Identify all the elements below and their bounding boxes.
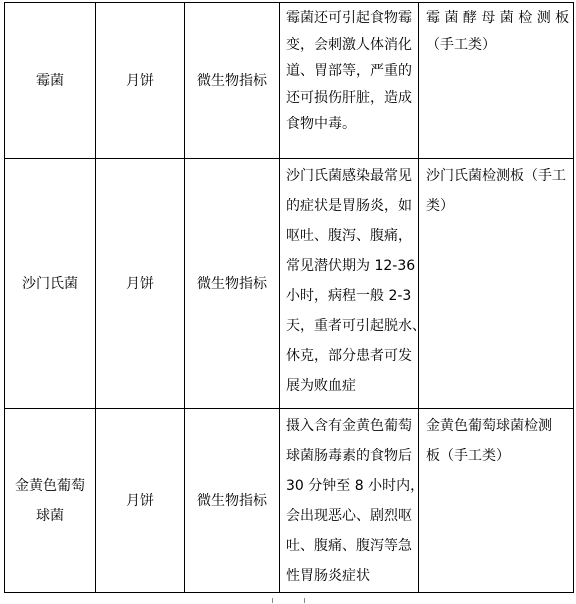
hazard-line: 呕吐、腹泻、腹痛， bbox=[286, 228, 412, 244]
hazard-line: 性胃肠炎症状 bbox=[286, 568, 370, 584]
hazard-line: 变，会刺激人体消化 bbox=[286, 36, 412, 53]
hazard-line: 食物中毒。 bbox=[286, 116, 356, 132]
hazard-line: 展为败血症 bbox=[286, 378, 356, 394]
product-name: 月饼 bbox=[126, 72, 154, 89]
hazard-line: 吐、腹痛、腹泻等急 bbox=[286, 538, 412, 554]
hazard-line: 30 分钟至 8 小时内， bbox=[286, 478, 425, 494]
method-line: 类） bbox=[426, 198, 454, 214]
hazard-line: 天，重者可引起脱水、 bbox=[286, 318, 426, 334]
hazard-line: 休克，部分患者可发 bbox=[286, 348, 412, 364]
product-name: 月饼 bbox=[126, 492, 154, 509]
product-name: 月饼 bbox=[126, 275, 154, 292]
hazard-line: 小时，病程一般 2-3 bbox=[286, 288, 412, 304]
method-line: 板（手工类） bbox=[426, 448, 510, 464]
hazard-line: 常见潜伏期为 12-36 bbox=[286, 258, 416, 274]
hazard-description bbox=[286, 411, 424, 591]
organism-name: 沙门氏菌 bbox=[22, 275, 78, 292]
hazard-line: 会出现恶心、剧烈呕 bbox=[286, 508, 412, 524]
category-cell bbox=[185, 409, 279, 592]
table-row bbox=[5, 159, 95, 408]
table-row bbox=[5, 409, 95, 592]
organism-name: 霉菌 bbox=[36, 72, 64, 89]
hazard-line: 球菌肠毒素的食物后 bbox=[286, 448, 412, 464]
hazard-line: 的症状是胃肠炎，如 bbox=[286, 198, 412, 214]
detection-method bbox=[426, 161, 566, 221]
method-line: （手工类） bbox=[426, 36, 496, 53]
indicator-category: 微生物指标 bbox=[197, 275, 267, 292]
product-cell bbox=[96, 3, 184, 158]
detection-method bbox=[426, 5, 569, 58]
organism-name: 金黄色葡萄 bbox=[15, 477, 85, 494]
detection-method bbox=[426, 411, 552, 471]
organism-name: 球菌 bbox=[36, 507, 64, 524]
hazard-description bbox=[286, 161, 426, 401]
hazard-line: 霉菌还可引起食物霉 bbox=[286, 10, 412, 26]
hazard-description bbox=[286, 5, 412, 138]
page-mark bbox=[272, 598, 273, 603]
method-line: 金黄色葡萄球菌检测 bbox=[426, 418, 552, 434]
column-divider-3 bbox=[279, 2, 280, 593]
hazard-line: 摄入含有金黄色葡萄 bbox=[286, 418, 412, 434]
hazard-line: 道、胃部等，严重的 bbox=[286, 63, 412, 79]
category-cell bbox=[185, 3, 279, 158]
category-cell bbox=[185, 159, 279, 408]
indicator-category: 微生物指标 bbox=[197, 72, 267, 89]
indicator-category: 微生物指标 bbox=[197, 492, 267, 509]
page-mark bbox=[304, 598, 305, 603]
hazard-line: 还可损伤肝脏，造成 bbox=[286, 89, 412, 106]
hazard-line: 沙门氏菌感染最常见 bbox=[286, 168, 412, 184]
product-cell bbox=[96, 409, 184, 592]
product-cell bbox=[96, 159, 184, 408]
method-line: 霉 菌 酵 母 菌 检 测 板 bbox=[426, 10, 570, 26]
method-line: 沙门氏菌检测板（手工 bbox=[426, 168, 566, 184]
table-border-right bbox=[573, 2, 574, 593]
table-row bbox=[5, 3, 95, 158]
table-border-bottom bbox=[4, 592, 574, 593]
